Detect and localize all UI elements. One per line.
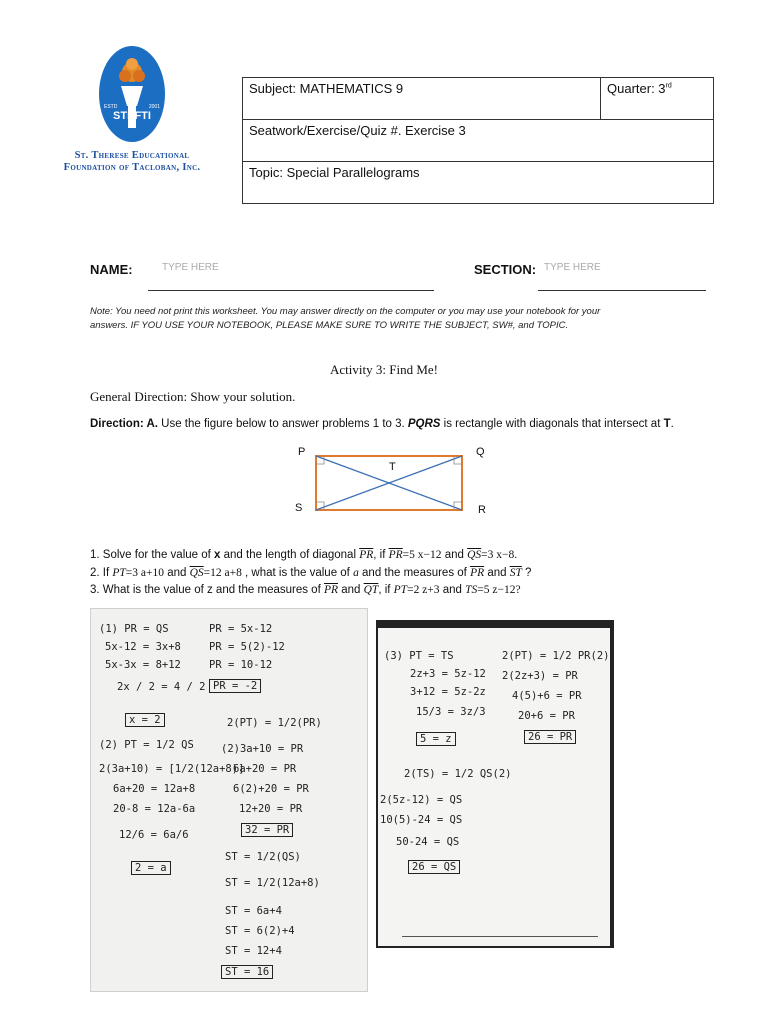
school-logo [99, 46, 165, 142]
hw-line: 12+20 = PR [239, 803, 303, 815]
vertex-t: T [389, 461, 396, 473]
hw-answer: 32 = PR [241, 823, 293, 837]
hw-line: 4(5)+6 = PR [512, 690, 582, 702]
rectangle-figure [290, 442, 500, 520]
hw-answer: 5 = z [416, 732, 456, 746]
note-text: Note: You need not print this worksheet. You may answer directly on the computer or you may use your notebook for your answers. IF YOU USE YOUR NOTEBOOK, PLEASE MAKE SURE TO WRITE THE SUBJECT, SW#, and TOPIC. [90, 306, 601, 331]
solution-photo-left [90, 608, 368, 992]
hw-line: 2(PT) = 1/2(PR) [227, 717, 322, 729]
hw-line: (3) PT = TS [384, 650, 454, 662]
hw-line: 15/3 = 3z/3 [416, 706, 486, 718]
hw-line: 2(3a+10) = [1/2(12a+8)] [99, 763, 245, 775]
topic-cell: Topic: Special Parallelograms [249, 165, 420, 180]
vertex-p: P [298, 446, 306, 458]
solution-photo-right [376, 620, 614, 948]
name-label: NAME: [90, 262, 133, 277]
torch-icon [99, 46, 165, 142]
hw-line: 2z+3 = 5z-12 [410, 668, 486, 680]
general-direction: General Direction: Show your solution. [90, 389, 296, 404]
hw-line: 20+6 = PR [518, 710, 575, 722]
hw-line: (1) PR = QS [99, 623, 169, 635]
subject-cell: Subject: MATHEMATICS 9 [249, 81, 404, 96]
hw-line: (2) PT = 1/2 QS [99, 739, 194, 751]
hw-line: 5x-12 = 3x+8 [105, 641, 181, 653]
notebook-rule [402, 936, 598, 937]
hw-answer: 26 = PR [524, 730, 576, 744]
quarter-cell: Quarter: 3rd [607, 81, 672, 96]
hw-line: 2(5z-12) = QS [380, 794, 463, 806]
hw-line: 12/6 = 6a/6 [119, 829, 189, 841]
activity-title: Activity 3: Find Me! [330, 362, 438, 377]
organization-name: St. Therese Educational Foundation of Tacloban, Inc. [63, 150, 201, 173]
table-divider [600, 78, 601, 120]
notebook-page [378, 628, 610, 946]
hw-answer: PR = -2 [209, 679, 261, 693]
hw-answer: x = 2 [125, 713, 165, 727]
hw-line: PR = 5x-12 [209, 623, 273, 635]
question-1: 1. Solve for the value of x and the length of diagonal $\overline{PR}$, if $\overline{PR}=5$ x−12 and $\overline{QS}=3$ x−8. [90, 549, 518, 561]
hw-answer: 2 = a [131, 861, 171, 875]
hw-line: 50-24 = QS [396, 836, 460, 848]
hw-line: 20-8 = 12a-6a [113, 803, 196, 815]
hw-line: ST = 12+4 [225, 945, 282, 957]
hw-line: 2(PT) = 1/2 PR(2) [502, 650, 610, 662]
hw-line: 6a+20 = 12a+8 [113, 783, 196, 795]
logo-established: ESTD 2001 [104, 104, 160, 110]
direction-a: Direction: A. Use the figure below to answer problems 1 to 3. PQRS is rectangle with diagonals that intersect at T. [90, 418, 674, 430]
name-input[interactable]: TYPE HERE [162, 262, 219, 273]
hw-line: 6a+20 = PR [233, 763, 297, 775]
hw-line: 6(2)+20 = PR [233, 783, 309, 795]
hw-answer: ST = 16 [221, 965, 273, 979]
hw-line: 2x / 2 = 4 / 2 [117, 681, 206, 693]
hw-line: (2)3a+10 = PR [221, 743, 304, 755]
hw-line: ST = 1/2(12a+8) [225, 877, 320, 889]
section-label: SECTION: [474, 262, 537, 277]
seatwork-row [243, 120, 713, 162]
section-underline [538, 290, 706, 291]
topic-row [243, 162, 713, 204]
hw-line: PR = 10-12 [209, 659, 273, 671]
question-3: 3. What is the value of z and the measures of $\overline{PR}$ and $\overline{QT}$, if PT=2 z+3 and TS=5 z−12? [90, 584, 521, 596]
logo-text: STEFTI [113, 110, 151, 122]
header-table [242, 77, 714, 204]
hw-line: 10(5)-24 = QS [380, 814, 463, 826]
hw-line: 3+12 = 5z-2z [410, 686, 486, 698]
hw-line: ST = 1/2(QS) [225, 851, 301, 863]
hw-answer: 26 = QS [408, 860, 460, 874]
hw-line: 2(TS) = 1/2 QS(2) [404, 768, 512, 780]
name-underline [148, 290, 434, 291]
hw-line: PR = 5(2)-12 [209, 641, 285, 653]
hw-line: ST = 6a+4 [225, 905, 282, 917]
vertex-q: Q [476, 446, 485, 458]
hw-line: ST = 6(2)+4 [225, 925, 295, 937]
hw-line: 5x-3x = 8+12 [105, 659, 181, 671]
seatwork-cell: Seatwork/Exercise/Quiz #. Exercise 3 [249, 123, 466, 138]
vertex-s: S [295, 502, 303, 514]
vertex-r: R [478, 504, 486, 516]
hw-line: 2(2z+3) = PR [502, 670, 578, 682]
section-input[interactable]: TYPE HERE [544, 262, 601, 273]
question-2: 2. If PT=3 a+10 and $\overline{QS}=12$ a+8 , what is the value of a and the measures of $\overline{PR}$ and $\overline{ST}$ ? [90, 567, 532, 579]
